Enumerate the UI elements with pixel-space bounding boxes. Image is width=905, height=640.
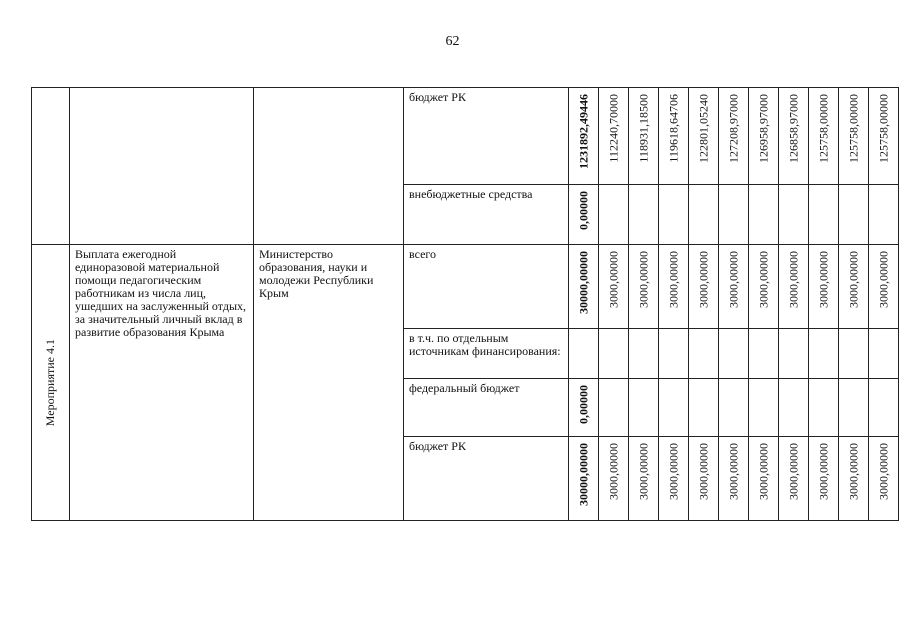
year-value-cell	[869, 185, 899, 245]
year-value-cell	[719, 379, 749, 437]
year-value-cell: 3000,00000	[749, 437, 779, 521]
year-value-cell: 126958,97000	[749, 88, 779, 185]
year-value-cell	[779, 329, 809, 379]
year-value-cell: 3000,00000	[869, 245, 899, 329]
source-cell: федеральный бюджет	[404, 379, 569, 437]
table-row	[32, 88, 899, 185]
year-value-cell	[659, 379, 689, 437]
table-row	[32, 245, 899, 329]
total-value-cell: 0,00000	[569, 185, 599, 245]
year-value-cell	[629, 379, 659, 437]
year-value-cell	[749, 379, 779, 437]
year-value-cell: 3000,00000	[659, 245, 689, 329]
empty-cell	[70, 88, 254, 245]
year-value-cell: 127208,97000	[719, 88, 749, 185]
source-cell: бюджет РК	[404, 437, 569, 521]
year-value-cell	[869, 329, 899, 379]
year-value-cell	[809, 185, 839, 245]
year-value-cell	[689, 329, 719, 379]
source-cell: в т.ч. по отдельным источникам финансирования:	[404, 329, 569, 379]
year-value-cell	[749, 329, 779, 379]
year-value-cell: 3000,00000	[719, 437, 749, 521]
year-value-cell: 3000,00000	[779, 437, 809, 521]
year-value-cell: 3000,00000	[599, 437, 629, 521]
year-value-cell: 3000,00000	[629, 245, 659, 329]
year-value-cell	[659, 185, 689, 245]
year-value-cell: 118931,18500	[629, 88, 659, 185]
page-number: 62	[445, 34, 460, 49]
year-value-cell	[689, 185, 719, 245]
year-value-cell: 3000,00000	[689, 245, 719, 329]
year-value-cell	[629, 185, 659, 245]
empty-cell	[32, 88, 70, 245]
measure-title: Выплата ежегодной единоразовой материальной помощи педагогическим работникам из числа лиц, ушедших на заслуженный отдых, за значительный личный вклад в развитие образования Крыма	[70, 245, 254, 521]
year-value-cell: 3000,00000	[689, 437, 719, 521]
year-value-cell	[719, 185, 749, 245]
total-value-cell: 0,00000	[569, 379, 599, 437]
year-value-cell: 3000,00000	[869, 437, 899, 521]
year-value-cell: 3000,00000	[809, 437, 839, 521]
total-value-cell: 30000,00000	[569, 245, 599, 329]
year-value-cell: 125758,00000	[839, 88, 869, 185]
year-value-cell: 122801,05240	[689, 88, 719, 185]
year-value-cell	[719, 329, 749, 379]
year-value-cell: 3000,00000	[659, 437, 689, 521]
measure-label-cell	[32, 245, 70, 521]
year-value-cell	[809, 329, 839, 379]
year-value-cell	[779, 185, 809, 245]
year-value-cell: 3000,00000	[629, 437, 659, 521]
total-value-cell	[569, 329, 599, 379]
year-value-cell	[809, 379, 839, 437]
year-value-cell: 3000,00000	[749, 245, 779, 329]
year-value-cell: 125758,00000	[869, 88, 899, 185]
year-value-cell: 125758,00000	[809, 88, 839, 185]
year-value-cell	[749, 185, 779, 245]
year-value-cell	[659, 329, 689, 379]
year-value-cell	[839, 379, 869, 437]
year-value-cell: 3000,00000	[779, 245, 809, 329]
year-value-cell: 3000,00000	[599, 245, 629, 329]
total-value-cell: 30000,00000	[569, 437, 599, 521]
year-value-cell	[869, 379, 899, 437]
year-value-cell	[689, 379, 719, 437]
measure-label: Мероприятие 4.1	[43, 338, 57, 427]
year-value-cell: 126858,97000	[779, 88, 809, 185]
source-cell: бюджет РК	[404, 88, 569, 185]
year-value-cell	[599, 379, 629, 437]
source-cell: внебюджетные средства	[404, 185, 569, 245]
year-value-cell	[839, 185, 869, 245]
year-value-cell: 3000,00000	[719, 245, 749, 329]
total-value-cell: 1231892,49446	[569, 88, 599, 185]
year-value-cell: 3000,00000	[839, 245, 869, 329]
year-value-cell	[599, 185, 629, 245]
year-value-cell: 112240,70000	[599, 88, 629, 185]
year-value-cell: 119618,64706	[659, 88, 689, 185]
year-value-cell	[599, 329, 629, 379]
financing-table	[31, 87, 899, 521]
year-value-cell: 3000,00000	[809, 245, 839, 329]
year-value-cell	[779, 379, 809, 437]
executor: Министерство образования, науки и молодежи Республики Крым	[254, 245, 404, 521]
source-cell: всего	[404, 245, 569, 329]
year-value-cell	[839, 329, 869, 379]
empty-cell	[254, 88, 404, 245]
year-value-cell: 3000,00000	[839, 437, 869, 521]
year-value-cell	[629, 329, 659, 379]
